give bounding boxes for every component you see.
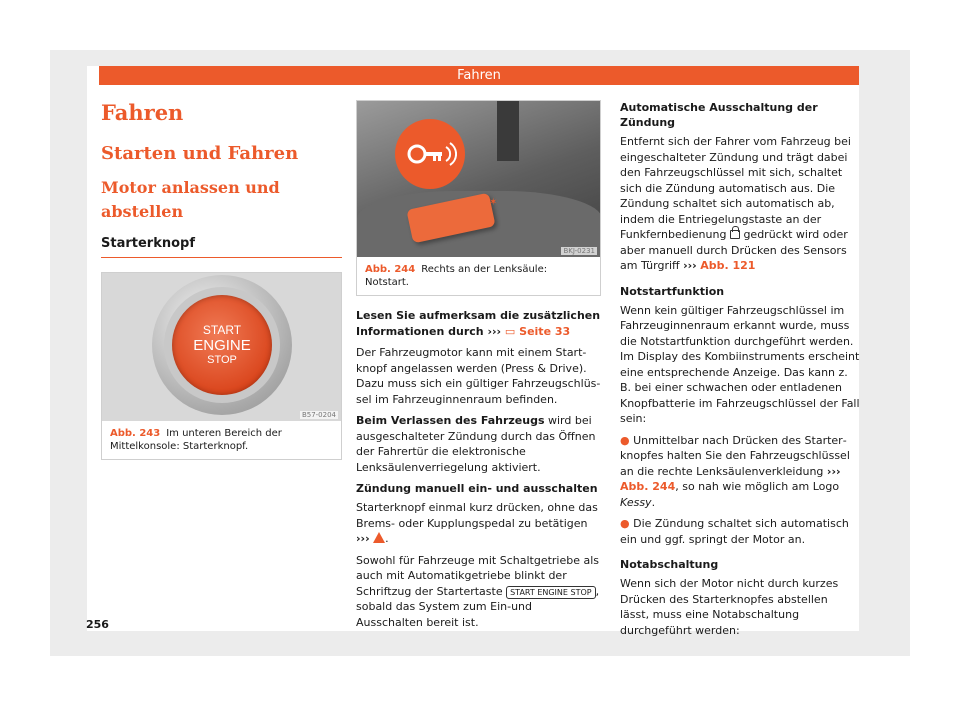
figure-caption [102, 421, 341, 459]
intro-text: Lesen Sie aufmerksam die zusätzlichen Informationen durch [356, 309, 601, 338]
book-icon: ▭ [504, 324, 516, 338]
paragraph-auto-off [620, 134, 860, 274]
start-engine-stop-key: START ENGINE STOP [506, 586, 596, 599]
bullet-icon: ● [620, 517, 630, 530]
figure-caption [357, 257, 600, 295]
figure-243 [101, 272, 342, 460]
subheading-auto-off: Automatische Ausschaltung der Zündung [620, 101, 818, 129]
paragraph-emergency-stop: Wenn sich der Motor nicht durch kurzes Drücken des Starterknopfes abstellen lässt, muss eine Notabschaltung durchgeführt werden: [620, 577, 839, 637]
paragraph-end: , sobald das System zum Ein-und Ausschalten bereit ist. [356, 584, 600, 629]
reference-arrows: ››› [683, 259, 697, 272]
reference-arrows: ››› [487, 324, 502, 338]
chapter-heading: Fahren [101, 100, 184, 125]
figure-reference-link[interactable]: Abb. 244 [620, 480, 676, 493]
subheading-emergency-stop: Notabschaltung [620, 558, 719, 571]
subsection-heading: Motor anlassen und abstellen [101, 178, 280, 221]
subheading-manual-ignition: Zündung manuell ein- und ausschalten [356, 482, 598, 495]
ignition-key-shaft [497, 101, 519, 161]
punctuation: . [651, 495, 656, 509]
figure-code: B57-0204 [301, 411, 336, 419]
warning-icon[interactable] [373, 532, 385, 543]
paragraph-press-drive: Der Fahrzeugmotor kann mit einem Startknopf angelassen werden (Press & Drive). Dazu muss sich ein gültiger Fahrzeugschlüssel im Fahrzeuginnenraum befinden. [356, 346, 601, 406]
page-number: 256 [86, 618, 109, 631]
button-label-start: START [202, 323, 242, 337]
paragraph-text: Entfernt sich der Fahrer vom Fahrzeug bei eingeschalteter Zündung und trägt dabei den Fahrzeugschlüssel mit sich, schaltet sich die Zündung automatisch aus. Die Zündung schaltet sich automatisch ab, indem die Entriegelungstaste an der Funkfernbedienung [620, 135, 851, 241]
logo-name: Kessy [620, 495, 652, 509]
figure-number: Abb. 244 [365, 264, 416, 275]
intro-paragraph [356, 308, 601, 339]
start-button-image [102, 273, 341, 421]
section-heading: Starten und Fahren [101, 143, 299, 164]
unlock-icon [730, 230, 740, 239]
bullet-text: Die Zündung schaltet sich automatisch ein und ggf. springt der Motor an. [620, 517, 849, 546]
topic-heading: Starterknopf [101, 236, 342, 258]
figure-caption-text: Im unteren Bereich der Mittelkonsole: Starterknopf. [110, 428, 282, 452]
start-engine-button [172, 295, 272, 395]
signal-mark: ✶ [489, 197, 498, 208]
figure-number: Abb. 243 [110, 428, 161, 439]
reference-arrows: ››› [826, 464, 841, 478]
page-reference-link[interactable]: Seite 33 [519, 324, 571, 338]
button-label-stop: STOP [207, 354, 237, 366]
reference-arrows: ››› [356, 532, 370, 545]
bullet-icon: ● [620, 433, 630, 447]
bullet-item [620, 433, 860, 511]
paragraph-text: gedrückt wird oder aber manuell durch Drücken des Sensors am Türgriff [620, 228, 848, 272]
paragraph-ignition [356, 500, 601, 547]
paragraph-emergency-start: Wenn kein gültiger Fahrzeugschlüssel im Fahrzeuginnenraum erkannt wurde, muss die Notstartfunktion durchgeführt werden. Im Display des Kombiinstruments erscheint eine entsprechende Anzeige. Das kann z. B. bei einer schwachen oder entladenen Knopfbatterie im Fahrzeugschlüssel der Fall sein: [620, 303, 860, 425]
bold-phrase: Beim Verlassen des Fahrzeugs [356, 414, 545, 427]
punctuation: . [385, 532, 389, 545]
bullet-text: , so nah wie möglich am Logo [675, 480, 840, 493]
paragraph-text: Starterknopf einmal kurz drücken, ohne das Brems- oder Kupplungspedal zu betätigen [356, 501, 598, 530]
figure-244 [356, 100, 601, 296]
figure-reference-link[interactable]: Abb. 121 [700, 259, 756, 272]
emergency-start-image [357, 101, 600, 257]
paragraph-start-button-blink [356, 553, 601, 631]
middle-body [356, 308, 601, 630]
left-column [101, 100, 342, 460]
bullet-item [620, 516, 860, 547]
paragraph-text: wird bei ausgeschalteter Zündung durch das Öffnen der Fahrertür die elektronische Lenksäulenverriegelung aktiviert. [356, 414, 596, 474]
paragraph-text: Sowohl für Fahrzeuge mit Schaltgetriebe als auch mit Automatikgetriebe blinkt der Schriftzug der Startertaste [356, 553, 600, 598]
page-header: Fahren [99, 66, 859, 85]
figure-code: BKJ-0231 [563, 247, 595, 255]
subheading-emergency-start: Notstartfunktion [620, 284, 725, 298]
button-label-engine: ENGINE [193, 337, 251, 354]
key-icon [405, 137, 457, 171]
bullet-text: Unmittelbar nach Drücken des Starterknopfes halten Sie den Fahrzeugschlüssel an die rechte Lenksäulenverkleidung [620, 433, 850, 478]
middle-column [356, 100, 601, 636]
right-column [620, 100, 860, 644]
figure-caption-text: Rechts an der Lenksäule: Notstart. [365, 264, 548, 288]
paragraph-leaving-vehicle [356, 413, 601, 475]
